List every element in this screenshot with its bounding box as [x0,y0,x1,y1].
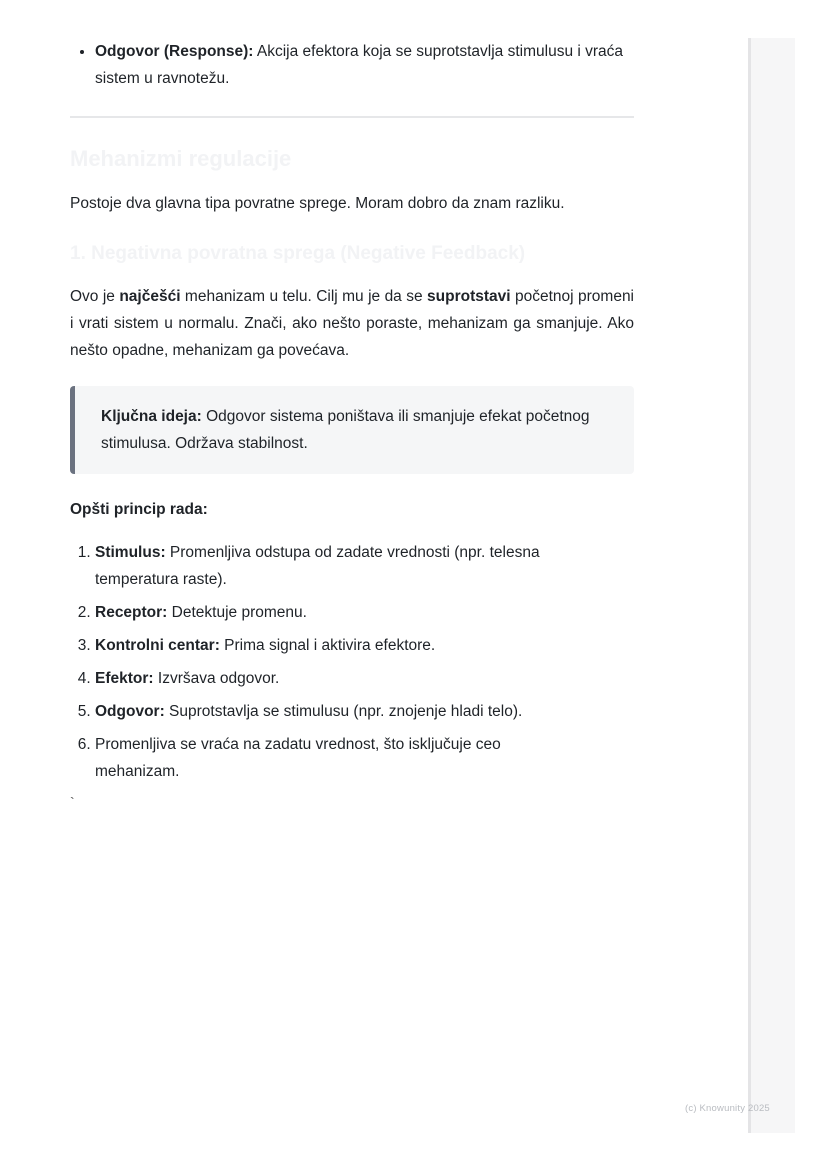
copyright-footer: (c) Knowunity 2025 [685,1103,770,1114]
list-item [95,731,634,785]
list-item [95,665,634,692]
emphasis-most-common: najčešći [119,288,181,305]
step-text: Prima signal i aktivira efektore. [219,637,436,654]
step-text: Promenljiva odstupa od zadate vrednosti (npr. telesna temperatura raste). [95,544,540,588]
step-term: Stimulus: [95,544,166,561]
step-term: Odgovor: [95,703,165,720]
bullet-text: Akcija efektora koja se suprotstavlja stimulusu i vraća sistem u ravnotežu. [95,43,624,87]
list-item [95,539,634,593]
paragraph-text: početnoj promeni i vrati sistem u normalu. Znači, ako nešto poraste, mehanizam ga smanjuje. Ako nešto opadne, mehanizam ga povećava. [70,288,635,359]
negative-feedback-paragraph [70,283,634,364]
list-item [95,632,634,659]
step-text: Suprotstavlja se stimulusu (npr. znojenje hladi telo). [164,703,523,720]
callout-label: Ključna ideja: [101,408,202,425]
step-term: Efektor: [95,670,154,687]
section-intro: Postoje dva glavna tipa povratne sprege. Moram dobro da znam razliku. [70,195,565,212]
paragraph-text: mehanizam u telu. Cilj mu je da se [180,288,428,305]
section-divider [70,116,634,118]
stray-backtick: ` [70,794,75,810]
step-term: Receptor: [95,604,168,621]
principle-heading: Opšti princip rada: [70,501,208,518]
step-text: Izvršava odgovor. [153,670,280,687]
key-idea-callout [70,386,634,474]
section-title: Mehanizmi regulacije [70,146,292,171]
list-item [95,599,634,626]
emphasis-counteract: suprotstavi [427,288,511,305]
principle-steps-list [70,539,634,785]
step-term: Kontrolni centar: [95,637,220,654]
response-bullet-list [70,38,634,92]
list-item [95,38,634,92]
step-text: Detektuje promenu. [167,604,307,621]
document-page [70,38,634,809]
paragraph-text: Ovo je [70,288,120,305]
side-panel [748,38,795,1133]
subsection-title: 1. Negativna povratna sprega (Negative Feedback) [70,243,526,264]
step-text: Promenljiva se vraća na zadatu vrednost, što isključuje ceo mehanizam. [95,736,501,780]
list-item [95,698,634,725]
bullet-term: Odgovor (Response): [95,43,254,60]
callout-text: Odgovor sistema poništava ili smanjuje efekat početnog stimulusa. Održava stabilnost. [101,408,590,452]
